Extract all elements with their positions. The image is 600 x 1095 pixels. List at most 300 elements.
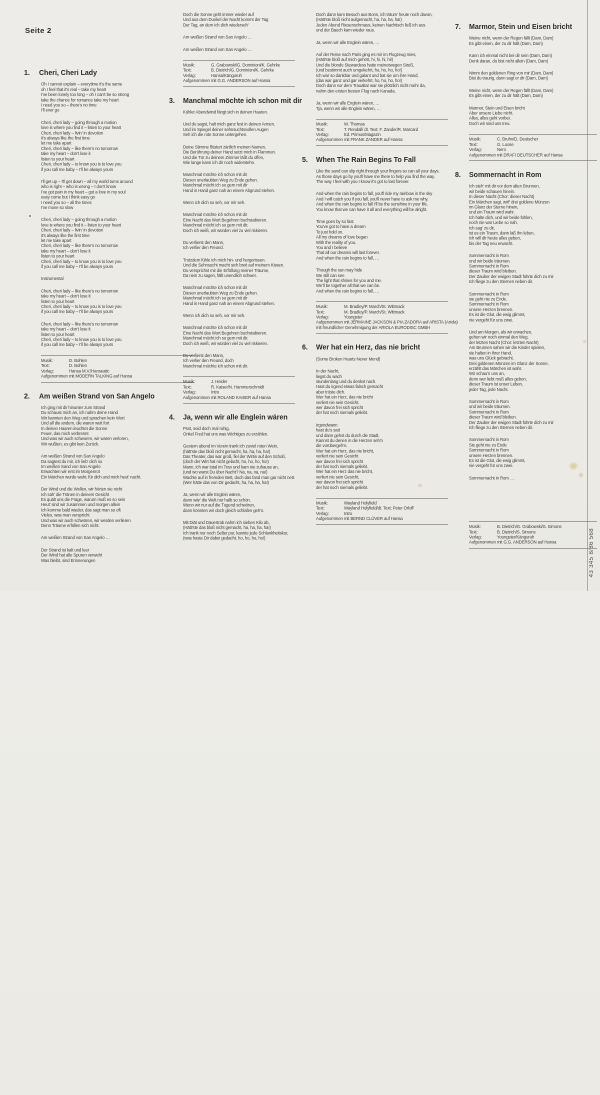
- lyric-line: Es ist die Glut, die ewig glimmt,: [469, 458, 526, 463]
- song-title: Marmor, Stein und Eisen bricht: [469, 22, 573, 31]
- lyric-line: der hat noch niemals geliebt.: [316, 464, 369, 469]
- credit-label: Musik:: [469, 524, 481, 530]
- column-2: [169, 12, 303, 1084]
- column-3: [302, 12, 458, 1060]
- lyric-line: Though the sun may hide: [316, 267, 363, 273]
- credit-label: Verlag:: [316, 510, 329, 516]
- lyric-line: (hätt'ste das bloß nicht gemacht, ha, ha, ha, ha!): [183, 448, 271, 454]
- credit-label: Verlag:: [183, 72, 196, 78]
- lyric-line: dann könnten wir doch gleich schlafen geh'n.: [183, 507, 265, 513]
- credit-value: Wayland Holyfield: [344, 500, 377, 506]
- lyric-line: gehen wir noch einmal den Weg,: [469, 334, 529, 340]
- lyric-line: Am weißen Strand von San Angelo …: [41, 535, 110, 541]
- lyric-line: Und aus dem Dunkel der Nacht kommt der Tag: [183, 17, 269, 23]
- credit-label: Verlag:: [316, 314, 329, 320]
- lyric-line: Am weißen Strand von San Angelo …: [183, 34, 252, 40]
- lyric-line: if you call me baby – I'll be always yours: [41, 264, 114, 269]
- lyrics-stanza: [469, 399, 597, 430]
- lyric-line: Ich sag' zu dir,: [469, 225, 495, 231]
- song-title: When The Rain Begins To Fall: [316, 155, 416, 164]
- lyric-line: Wir wußten, es gibt kein Zurück.: [41, 441, 100, 447]
- lyric-line: Ich steh' mit dir vor dem alten Brunnen,: [469, 183, 540, 189]
- lyric-line: Onkel Fred hat uns was Wichtiges zu erzählen.: [183, 431, 269, 437]
- lyrics-stanza: [183, 492, 295, 513]
- lyric-line: Marmor, Stein und Eisen bricht: [469, 105, 525, 111]
- lyric-line: listen to your heart: [41, 253, 75, 259]
- lyric-line: Manchmal möchte ich schon mit dir: [183, 285, 248, 291]
- lyrics-stanza: [183, 35, 295, 40]
- age-spot: [29, 215, 31, 217]
- lyric-line: liegst du wach: [316, 373, 342, 379]
- lyric-line: Du verlierst den Mann,: [183, 353, 225, 359]
- lyric-line: it's always like the first time: [41, 232, 90, 238]
- lyric-line: Sommernacht in Rom: [469, 437, 509, 443]
- lyrics-stanza: [183, 144, 295, 165]
- lyric-line: bis der Tag neu erwacht.: [469, 240, 514, 246]
- lyric-line: ich will dir heute alles geben,: [469, 235, 521, 241]
- lyric-line: We still can see: [316, 272, 345, 278]
- credit-label: Text:: [183, 384, 192, 390]
- lyric-line: jeder Tag, jede Nacht.: [469, 386, 509, 392]
- lyric-line: With the reality of you.: [316, 239, 357, 245]
- lyric-line: Ja, wenn wir alle Englein wären, …: [316, 100, 380, 106]
- lyric-line: I've got pain in my heart – got a love in my soul: [41, 189, 126, 195]
- lyric-line: Und die blonde Stewardess hatte meinetwegen Streß,: [316, 62, 414, 68]
- lyric-line: Das Theater, das war groß, fiel der Wirtin auf den Schoß,: [183, 453, 286, 459]
- lyric-line: Und du sagst, halt mich ganz fest in deinen Armen.: [183, 121, 275, 127]
- lyric-line: Cheri, cheri lady – to know you is to love you: [41, 337, 122, 343]
- lyric-line: nie vergeht für uns zwei.: [469, 463, 514, 469]
- lyric-line: Sie geht nie zu Ende: [469, 442, 507, 448]
- column-3-content: [302, 12, 458, 525]
- paper-edge-line: [587, 0, 588, 591]
- lyric-line: Mann, ich war total im Tran und kam nie zuhause an,: [183, 464, 279, 470]
- lyric-line: Doch ich weiß, wir würden viel zu viel riskieren.: [183, 227, 268, 233]
- lyric-line: (und bestimmt auch umgekehrt, ho, ho, ho, ho!): [316, 67, 402, 73]
- lyric-line: Sommernacht in Rom …: [469, 475, 515, 481]
- age-spot: [579, 473, 583, 477]
- lyrics-stanza: [316, 40, 448, 45]
- lyrics-stanza: [469, 71, 597, 81]
- credit-label: Text:: [183, 67, 192, 73]
- lyric-line: I need you so – there's no time: [41, 102, 97, 108]
- song-number: 2.: [24, 391, 30, 400]
- credit-value: Hansa M.V./Hanseatic: [69, 368, 110, 374]
- lyric-line: Am weißen Strand von San Angelo: [41, 453, 105, 459]
- lyric-line: listen to your heart: [41, 156, 75, 162]
- credit-value: Hansa/Känguruh: [211, 72, 242, 78]
- credit-value: M. Bradley/P. March/St. Wittmack: [344, 309, 405, 315]
- lyric-line: und wir beide träumen.: [469, 404, 511, 410]
- lyric-line: Weine nicht, wenn der Regen fällt (Dam, Dam): [469, 35, 554, 41]
- credit-note: Aufgenommen mit BERND CLÜVER auf Hansa: [316, 516, 403, 522]
- song-number: 6.: [302, 343, 308, 352]
- lyric-line: Deine Stimme flüstert zärtlich meinen Namen,: [183, 144, 267, 150]
- lyrics-stanza: [469, 437, 597, 468]
- lyric-line: Time goes by so fast: [316, 218, 354, 224]
- lyric-line: listen to your heart: [41, 298, 75, 304]
- lyric-line: Und die Tür zu deinem Zimmer läßt du offen,: [183, 154, 265, 160]
- lyric-line: hast du's satt: [316, 427, 340, 433]
- lyric-line: Wie lange kann ich dir noch widerstehn.: [183, 159, 256, 165]
- lyric-line: Doch dann kam Besuch aus Bonn, ich träum' heute noch davon,: [316, 12, 433, 17]
- lyric-line: Mit Diät und Dauertrab nahm ich sieben Kilo ab,: [183, 520, 270, 525]
- lyric-line: Ich komme bald wieder, das sagt man so oft: [41, 507, 121, 513]
- song-number: 5.: [302, 155, 308, 164]
- lyric-line: To just hold on.: [316, 229, 344, 235]
- lyrics-stanza: [183, 200, 295, 205]
- lyric-line: Auf der Reise nach Paris ging es mir im Flugzeug mies,: [316, 52, 417, 58]
- lyric-line: verliert nie sein Gesicht,: [316, 474, 360, 480]
- lyric-line: nie vergeht für uns zwei.: [469, 317, 514, 323]
- lyric-line: Diesen unerlaubten Weg zu Ende gehen.: [183, 290, 258, 296]
- credits-block: [469, 134, 597, 161]
- lyric-line: dann wär' die Welt nur halb so schön.: [183, 497, 251, 503]
- lyric-line: Sommernacht in Rom: [469, 263, 509, 269]
- lyric-line: wer davon frei sich spricht: [316, 404, 363, 410]
- lyric-line: der hat noch niemals geliebt.: [316, 484, 369, 490]
- lyric-line: Doch ich weiß, wir würden viel zu viel riskieren.: [183, 340, 268, 346]
- lyrics-stanza: [183, 444, 295, 486]
- column-4-content: [455, 24, 597, 548]
- credit-label: Musik:: [316, 500, 328, 506]
- lyrics-stanza: [183, 313, 295, 318]
- lyric-line: You know that we can have it all and everything will be alright.: [316, 206, 428, 212]
- lyric-line: Am Brunnen sahen wir die Kinder spielen,: [469, 345, 546, 351]
- credit-value: Intro: [344, 510, 353, 516]
- age-spot: [583, 340, 586, 343]
- lyric-line: Sommernacht in Rom: [469, 253, 509, 259]
- credit-value: Youngster: [344, 314, 363, 320]
- lyrics-stanza: [316, 369, 448, 416]
- lyrics-stanza: [316, 422, 448, 490]
- lyric-line: Wenn wir nur auf die Tugend schwören,: [183, 502, 255, 508]
- lyric-line: Da sagtest du mir, ich lieb' dich so: [41, 458, 103, 464]
- lyric-line: (doch der Wirt hat nicht gelacht, ho, ho, ho, ho!): [183, 459, 269, 465]
- credit-note: Aufgenommen mit FRANK ZANDER auf Hansa: [316, 137, 403, 143]
- lyrics-stanza: [183, 240, 295, 250]
- lyric-line: Cheri, cheri lady – like there's no tomorrow: [41, 288, 118, 294]
- lyric-line: Ich ging mit dir hinunter zum Strand: [41, 404, 106, 410]
- lyric-line: Wer hat ein Herz, das nie bricht,: [316, 448, 374, 454]
- song-heading: [302, 345, 448, 350]
- lyric-line: Wenn ich dich so seh, vor mir seh.: [183, 199, 246, 205]
- lyric-line: Sommernacht in Rom: [469, 301, 509, 307]
- lyric-line: if you call me baby – I'll be always yours: [41, 166, 114, 172]
- lyric-line: And when the rain begins to fall I'll be the sunshine in your life.: [316, 201, 428, 207]
- credit-label: Text:: [316, 309, 325, 315]
- credit-value: Intro: [211, 389, 220, 395]
- lyric-line: Cheri, cheri lady – like there's no tomorrow: [41, 145, 118, 151]
- lyric-line: Nimm den goldenen Ring von mir (Dam, Dam): [469, 70, 554, 76]
- song-title: Cheri, Cheri Lady: [39, 68, 97, 77]
- lyric-line: Aber unsere Liebe nicht.: [469, 110, 514, 116]
- lyric-line: take the chance for romance take my heart: [41, 97, 119, 103]
- lyric-line: und ein Traum wird wahr.: [469, 209, 515, 215]
- lyric-line: love is where you find it – listen to your heart: [41, 222, 121, 228]
- lyrics-stanza: [183, 122, 295, 138]
- age-spot: [570, 463, 577, 469]
- lyric-line: Sommernacht in Rom: [469, 398, 509, 404]
- lyric-line: listen to your heart: [41, 331, 75, 337]
- lyrics-stanza: [183, 285, 295, 306]
- lyric-line: (Hätt'ste bloß auf mich gehört, hi, hi, hi, hi!): [316, 57, 393, 63]
- lyric-line: Da nein zu sagen, fällt unendlich schwer.: [183, 273, 257, 278]
- song-title: Sommernacht in Rom: [469, 170, 542, 179]
- song-number: 8.: [455, 170, 461, 179]
- lyric-line: Ein Märchen sagt, wirf' drei goldene Münzen: [469, 199, 550, 205]
- lyric-line: wer davon frei sich spricht: [316, 479, 363, 485]
- lyric-line: oh I feel that it's real – take my heart: [41, 86, 107, 92]
- credit-value: Nero: [497, 147, 506, 153]
- lyric-line: I need you so – all the times: [41, 199, 92, 205]
- credits-block: [183, 60, 295, 87]
- credit-value: T. Rendall/ dt. Text: F. Zander/R. Marcard: [344, 126, 419, 132]
- lyric-line: take my heart – don't lose it: [41, 293, 91, 299]
- lyric-line: dieser Traum wird bleiben.: [469, 414, 517, 420]
- lyrics-stanza: [316, 219, 448, 261]
- lyric-line: dieser Traum ist unser Leben,: [469, 381, 523, 387]
- lyric-line: Wir schau'n uns an,: [469, 371, 505, 377]
- credit-label: Verlag:: [183, 389, 196, 395]
- lyric-line: Wachte auf in fremden Bett, doch das fand man gar nicht nett.: [183, 474, 295, 480]
- lyric-line: Wer hat ein Herz das nie bricht,: [316, 469, 373, 475]
- lyric-line: im Glanz der Sterne hinein,: [469, 204, 519, 210]
- lyric-line: Doch wir sind uns treu.: [469, 120, 511, 126]
- credit-label: Text:: [469, 529, 478, 535]
- credit-value: C. Bruhn/D. Deutscher: [497, 136, 539, 142]
- lyrics-stanza: [469, 475, 597, 480]
- credits-block: [316, 498, 448, 525]
- song-title: Ja, wenn wir alle Englein wären: [183, 412, 288, 421]
- lyric-line: let me take apart: [41, 140, 72, 146]
- credit-label: Musik:: [41, 357, 53, 363]
- credit-value: Youngster/Känguruh: [497, 534, 535, 540]
- lyric-line: Ja, wenn wir alle Englein wären, …: [316, 39, 380, 45]
- credit-label: Text:: [316, 505, 325, 511]
- lyric-line: aber tröste dich.: [316, 389, 346, 395]
- credit-label: Verlag:: [469, 147, 482, 153]
- credit-value: J. Heider: [211, 379, 228, 385]
- credit-label: Text:: [469, 141, 478, 147]
- lyric-line: In deinen Haaren leuchtet die Sonne: [41, 425, 108, 431]
- lyrics-stanza: [469, 88, 597, 98]
- credit-label: Verlag:: [41, 368, 54, 374]
- lyric-line: Kannst du denen in die Herzen seh'n: [316, 437, 383, 443]
- lyric-line: Kühler Abendwind fängt sich in deinen Haaren.: [183, 109, 268, 115]
- column-4: [455, 24, 597, 1095]
- lyrics-stanza: [316, 191, 448, 212]
- lyric-line: (Wer hätte das von Dir gedacht, ha, ha, ha, ha!): [183, 479, 269, 485]
- lyric-line: Der Strand ist kalt und leer: [41, 547, 90, 553]
- lyric-line: Und was wir auch schworen, wir waren verloren,: [41, 436, 129, 442]
- lyric-line: noch nie war Liebe so nah.: [469, 220, 518, 226]
- lyric-line: take my heart – don't lose it: [41, 248, 91, 254]
- lyric-line: You've got to have a dream: [316, 224, 366, 230]
- song-heading: [302, 157, 448, 162]
- credit-value: Ed. Primus/Magazin: [344, 131, 381, 137]
- song-heading: [169, 96, 303, 105]
- lyric-line: verliert nie sein Gesicht: [316, 453, 359, 459]
- lyric-line: dieser Traum wird bleiben.: [469, 268, 517, 274]
- lyric-line: take my heart – don't lose it: [41, 151, 91, 157]
- credit-label: Musik:: [183, 62, 195, 68]
- lyrics-stanza: [183, 520, 295, 541]
- lyric-line: We'll be together all that we can be.: [316, 283, 381, 289]
- lyric-line: Cheri, cheri lady – like there's no tomorrow: [41, 321, 118, 327]
- column-2-content: [169, 12, 303, 541]
- lyric-line: Und die Sehnsucht macht sich breit auf meinem Kissen.: [183, 262, 285, 268]
- lyric-line: who is right – who is wrong – I don't know: [41, 184, 116, 190]
- lyric-line: und dann gehst du durch die Stadt.: [316, 432, 380, 438]
- lyric-line: Denn Träume erfüllen sich nicht.: [41, 523, 100, 529]
- lyric-line: Du schaust mich an, ich nahm deine Hand: [41, 410, 118, 416]
- lyric-line: Hand in Hand ganz nah an einem Abgrund stehen.: [183, 300, 275, 306]
- lyric-line: erzählt das Märchen ist wahr.: [469, 365, 522, 371]
- lyric-line: Was bleibt, sind Erinnerungen: [41, 557, 96, 563]
- lyrics-stanza: [183, 325, 295, 346]
- credits-block: [183, 377, 295, 404]
- lyric-line: (und wo warst Du über Nacht? Na, na, na, na!): [183, 469, 268, 475]
- lyric-line: unsere Herzen brennen.: [469, 452, 514, 458]
- lyric-line: nahm den ersten besten Flug nach Kanada.: [316, 88, 396, 94]
- lyric-line: Jeden Abend Riesenschmaus, keinen Nachtisch ließ ich aus: [316, 22, 426, 28]
- lyric-line: Seh ich die rote Sonne untergehen.: [183, 132, 248, 138]
- lyric-line: if you call me baby – I'll be always yours: [41, 342, 114, 348]
- lyric-line: wer davon frei sich spricht: [316, 458, 363, 464]
- lyrics-stanza: [183, 12, 295, 28]
- lyric-line: Sommernacht in Rom: [469, 291, 509, 297]
- song-heading: [455, 24, 597, 29]
- lyric-line: der hat noch niemals geliebt.: [316, 410, 369, 416]
- credit-note: Aufgenommen mit ROLAND KAISER auf Hansa: [183, 394, 271, 400]
- lyrics-stanza: [183, 353, 295, 369]
- lyric-line: Eine Nacht das Wort Begehren buchstabieren.: [183, 217, 268, 223]
- lyric-line: die vorübergeh'n.: [316, 443, 348, 449]
- credit-note: Aufgenommen mit MODERN TALKING auf Hansa: [41, 373, 133, 379]
- lyric-line: The way I feel with you I know it's got to last forever.: [316, 178, 410, 184]
- lyric-line: Am weißen Strand von San Angelo …: [183, 46, 252, 52]
- credit-value: Wayland Holyfield/dt. Text: Peter Orloff: [344, 505, 414, 511]
- lyric-line: Manchmal möchte ich schon mit dir: [183, 325, 248, 331]
- lyric-line: I've been lonely too long – oh I can't be so strong: [41, 92, 130, 98]
- lyric-line: All my dreams of love began: [316, 234, 368, 240]
- credit-value: G. Loose: [497, 141, 514, 147]
- lyric-line: Denk daran, du bist nicht allein (Dam, Dam): [469, 58, 549, 64]
- lyrics-stanza: [469, 330, 597, 392]
- lyric-line: Cheri, cheri lady – like there's no tomorrow: [41, 243, 118, 249]
- lyric-line: (Hätt'ste bloß nicht aufgemacht, ha, ha, ha, ha!): [316, 17, 402, 23]
- lyric-line: Tja, wenn wir alle Englein wären, …: [316, 105, 381, 111]
- credits-block: [469, 522, 597, 549]
- lyrics-stanza: [469, 253, 597, 284]
- lyric-line: Es ist die Glut, die ewig glimmt,: [469, 312, 526, 318]
- lyrics-stanza: [183, 212, 295, 233]
- song-number: 4.: [169, 412, 175, 421]
- lyric-line: Gestern abend im Verein trank ich zuviel roten Wein,: [183, 443, 279, 449]
- song-heading: [169, 414, 295, 419]
- lyric-line: And I will catch you if you fall, you'll never have to ask me why.: [316, 196, 429, 202]
- lyric-line: Cheri, cheri lady – livin' in devotion: [41, 130, 104, 136]
- lyric-line: wir beide schauen hinein.: [469, 188, 515, 194]
- lyric-line: Hast du irgend etwas falsch gemacht: [316, 384, 383, 390]
- credit-value: B. Dietrich/G. Dominioni/K. Gehrke: [211, 67, 274, 73]
- credit-note: Aufgenommen mit G.G. ANDERSON auf Hansa: [183, 78, 271, 84]
- lyric-line: Sommernacht in Rom: [469, 447, 509, 453]
- credit-note: mit freundlicher Genehmigung der ARIOLA EURODISC GMBH: [316, 324, 431, 330]
- credit-value: M. Bradley/P. March/St. Wittmack: [344, 304, 405, 310]
- lyrics-stanza: [316, 268, 448, 294]
- lyric-line: Cheri, cheri lady – going through a motion: [41, 119, 117, 125]
- credit-value: B. Dietrich/G. Grabowski/S. Simons: [497, 524, 562, 530]
- lyric-line: Und all die andern, die waren weit fort: [41, 420, 110, 426]
- credits-block: [316, 119, 448, 146]
- credit-label: Musik:: [316, 304, 328, 310]
- lyric-line: I'll ever go: [41, 107, 60, 113]
- lyric-line: unsere Herzen brennen.: [469, 306, 514, 312]
- credit-label: Verlag:: [316, 131, 329, 137]
- lyric-line: was uns Glück gebracht.: [469, 355, 514, 361]
- lyric-line: Es gibt einen, der zu dir hält (Dam, Dam): [469, 40, 543, 46]
- lyric-line: Heut' sind wir zusammen und morgen allein: [41, 502, 121, 508]
- lyric-line: Instrumental: [41, 276, 64, 282]
- credit-note: Aufgenommen mit G.G. ANDERSON auf Hansa: [469, 539, 557, 545]
- song-title: Wer hat ein Herz, das nie bricht: [316, 343, 421, 352]
- credits-block: [316, 302, 458, 334]
- lyric-line: And when the rain begins to fall, …: [316, 288, 380, 294]
- lyric-line: Eine Nacht das Wort Begehren buchstabieren.: [183, 330, 268, 336]
- lyric-line: Cheri, cheri lady – livin' in devotion: [41, 227, 104, 233]
- lyric-line: sie geht nie zu Ende.: [469, 296, 508, 302]
- lyrics-stanza: [469, 105, 597, 126]
- lyric-line: Die Berührung deiner Hand setzt mich in Flammen.: [183, 149, 276, 155]
- lyric-line: take my heart – don't lose it: [41, 326, 91, 332]
- lyric-line: (was haste Dir dabei gedacht, ho, ho, ho, ho!): [183, 535, 266, 541]
- lyric-line: Manchmal möchte ich schon mit dir.: [183, 363, 248, 369]
- credit-label: Verlag:: [469, 534, 482, 540]
- credit-value: G. Grabowski/G. Dominioni/K. Gehrke: [211, 62, 281, 68]
- lyric-line: (Hätt'ste das bloß nicht gemacht, ha, ha, ha, ha!): [183, 525, 271, 531]
- lyric-line: Cheri, cheri lady – to know you is to love you: [41, 258, 122, 264]
- credit-label: Musik:: [469, 136, 481, 142]
- lyric-line: Cheri, cheri lady – to know you is to love you: [41, 304, 122, 310]
- lyric-line: Und im Spiegel deiner sehnsuchtsvollen Augen: [183, 126, 269, 132]
- lyric-line: Manchmal möcht ich so gern mit dir.: [183, 222, 249, 228]
- lyric-line: And when the rain begins to fall, you'll ride my rainbow in the sky: [316, 191, 433, 197]
- page-title: Seite 2: [25, 26, 52, 35]
- lyric-line: Im weißen Sand von San Angelo: [41, 463, 101, 469]
- lyric-line: Der Wind hat alle Spuren verweht: [41, 552, 103, 558]
- lyric-line: Oh I cannot explain – everytime it's the same: [41, 81, 123, 87]
- lyric-line: Ein Märchen wurde wahr, für dich und mich heut' nacht.: [41, 474, 142, 480]
- lyric-line: Vieles, was man verspricht: [41, 512, 90, 518]
- lyric-line: und wir beide träumen.: [469, 258, 511, 264]
- lyric-line: Und was wir auch schwören, wir werden verlieren: [41, 517, 131, 523]
- lyric-line: I'll get up – I'll get down – all my world turns around: [41, 178, 133, 184]
- lyrics-stanza: [316, 52, 448, 94]
- lyric-line: Wir kannten den Weg und sprachen kein Wort: [41, 415, 125, 421]
- lyrics-stanza: [469, 53, 597, 63]
- lyric-line: Ich war so dankbar und galant und bat sie um ihre Hand,: [316, 72, 419, 78]
- lyric-line: Es gibt einen, der zu dir hält (Dam, Dam): [469, 93, 543, 99]
- song-title: Am weißen Strand von San Angelo: [39, 391, 155, 400]
- catalog-number: 43 345 8/86 568: [589, 527, 595, 577]
- spacer: [455, 488, 597, 514]
- song-heading: [455, 172, 597, 177]
- lyric-line: Bist du traurig, dann sagt er dir (Dam, Dam): [469, 75, 548, 81]
- age-spot: [418, 484, 422, 487]
- lyric-line: Ich halte dich, und wir beide fühlen,: [469, 214, 533, 220]
